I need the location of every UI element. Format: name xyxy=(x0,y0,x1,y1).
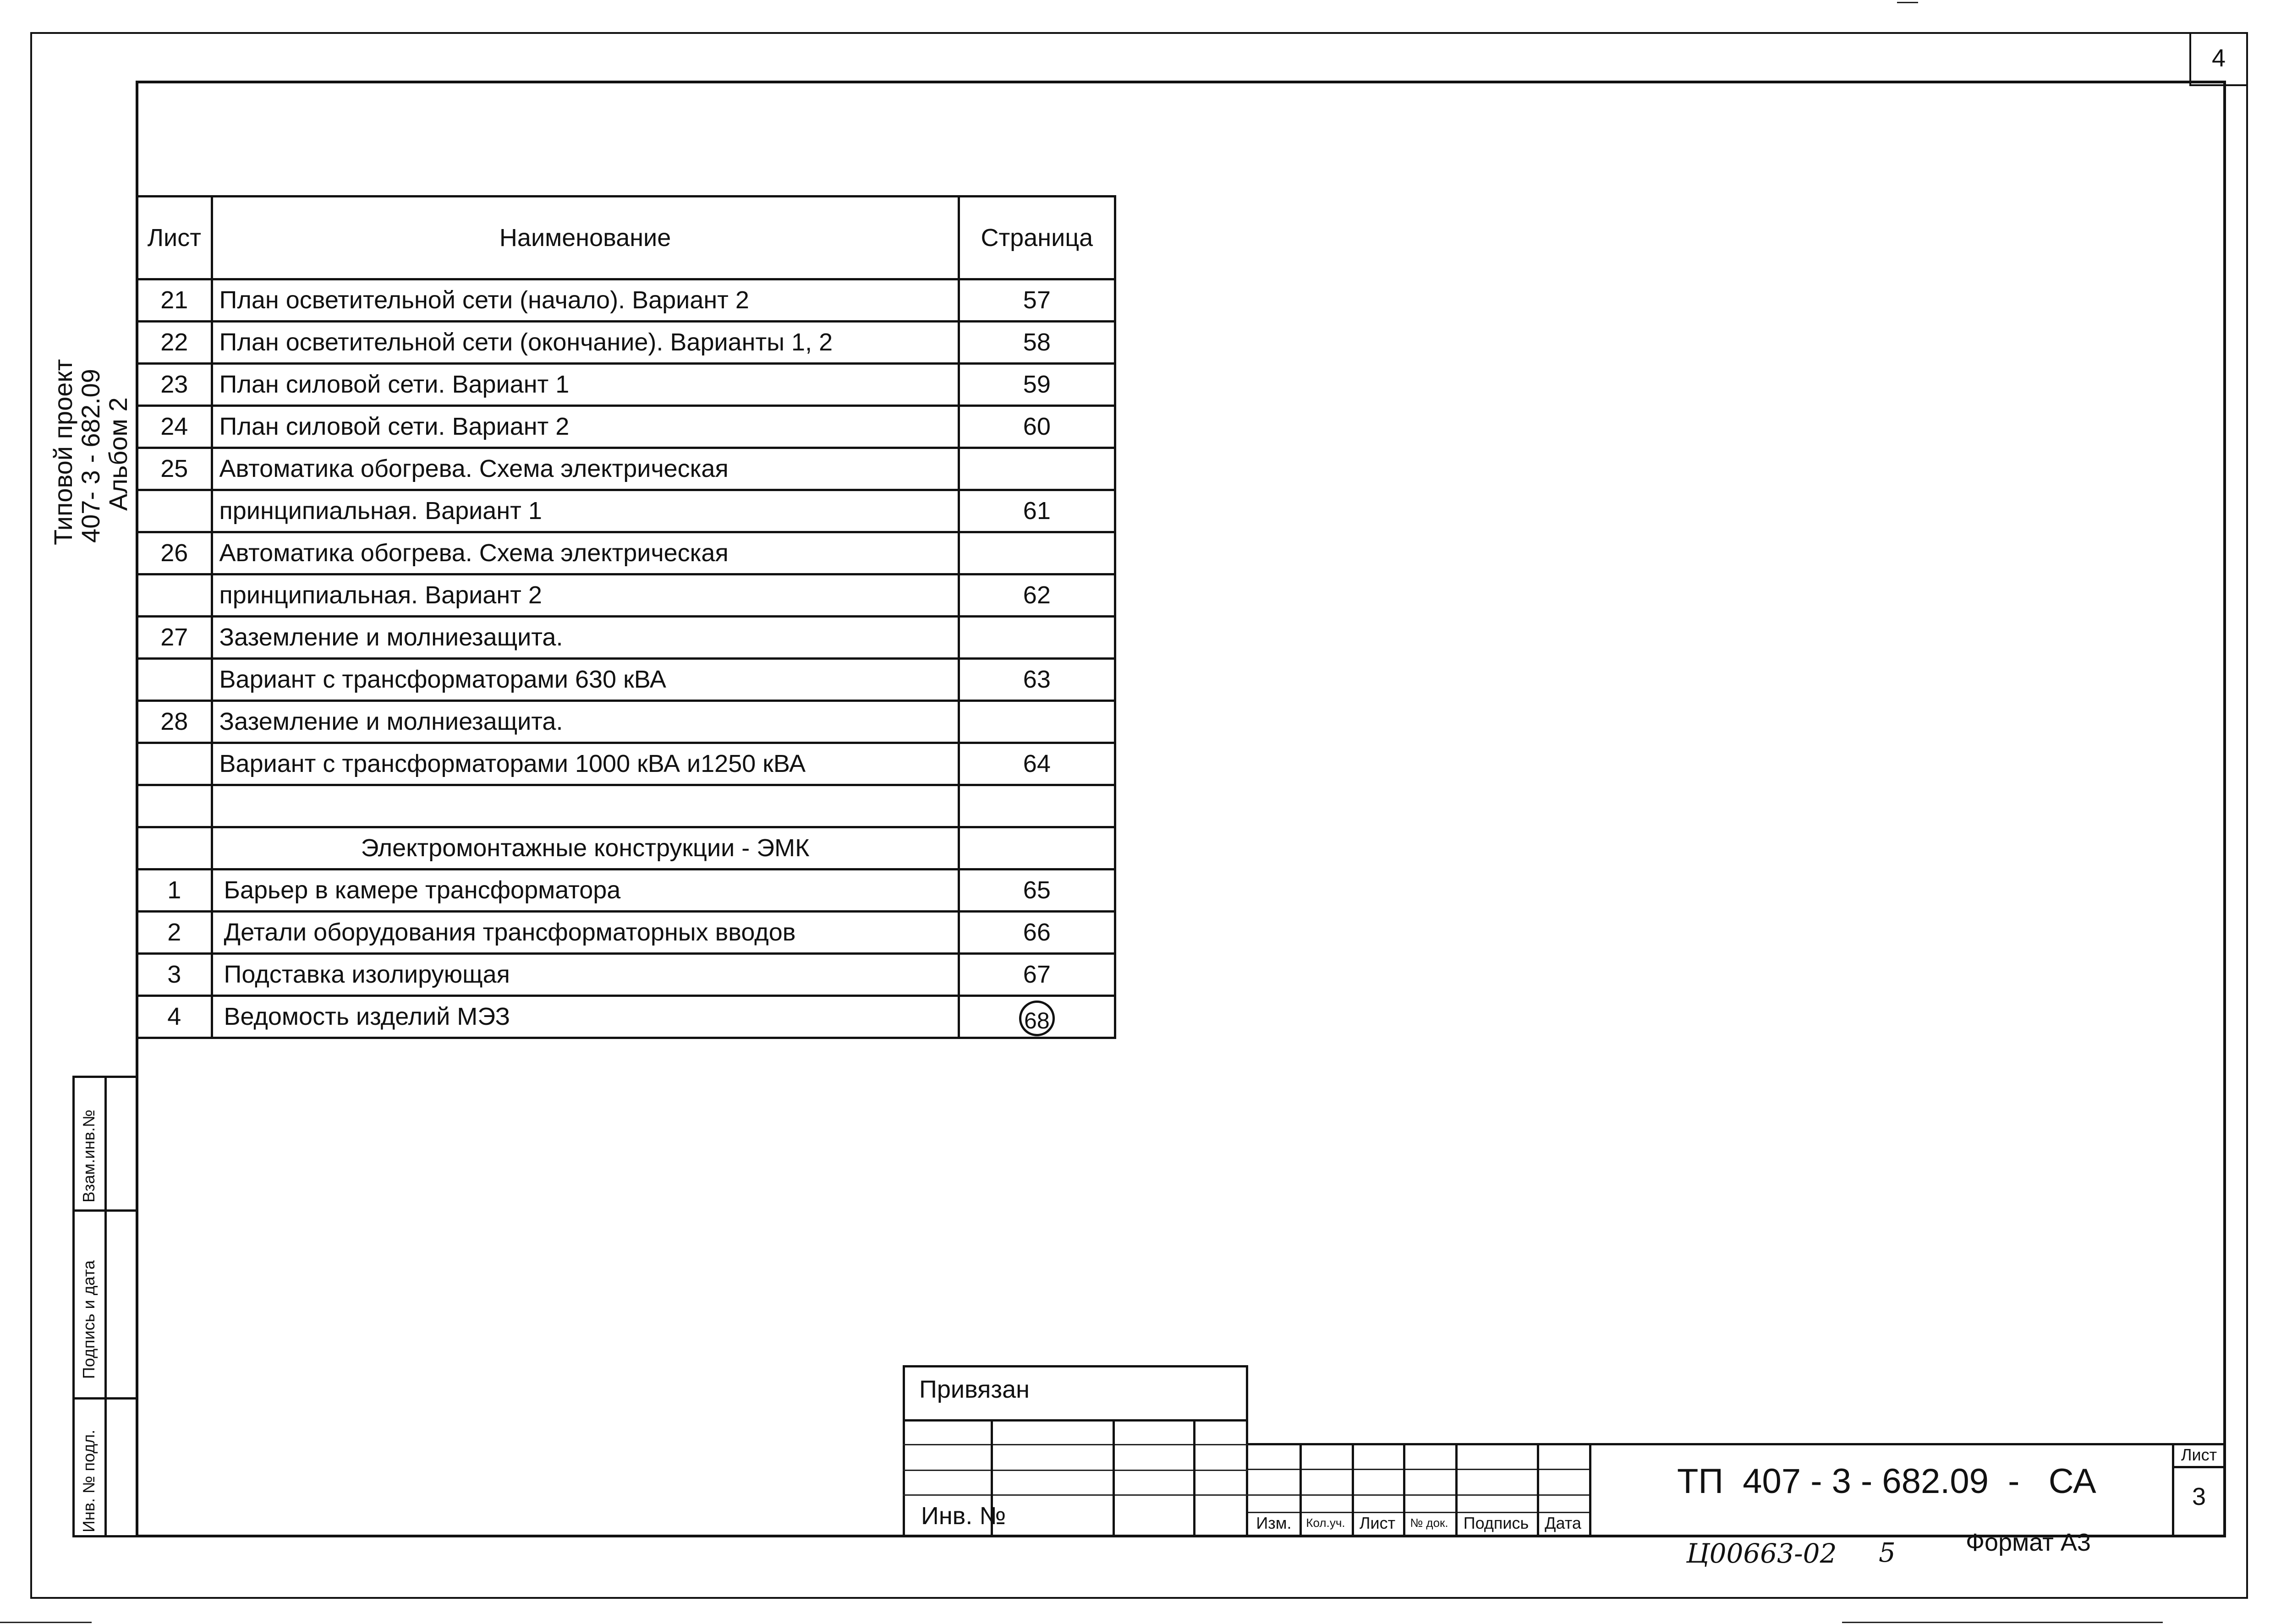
privyazan-line-4 xyxy=(903,1494,1248,1496)
row-name: Вариант с трансформаторами 1000 кВА и1250 кВА xyxy=(212,743,959,785)
scan-edge-line-1 xyxy=(0,1622,92,1623)
side-stamp-podpis: Подпись и дата xyxy=(79,1260,98,1379)
row-page: 66 xyxy=(959,912,1115,954)
row-name: План силовой сети. Вариант 1 xyxy=(212,364,959,406)
row-num: 2 xyxy=(137,912,212,954)
row-page xyxy=(959,617,1115,659)
sheet-list-table xyxy=(136,195,1116,1039)
row-name: Заземление и молниезащита. xyxy=(212,701,959,743)
col-list: Лист xyxy=(1359,1514,1396,1532)
row-num xyxy=(137,490,212,532)
row-name: Заземление и молниезащита. xyxy=(212,617,959,659)
table-row xyxy=(137,532,1115,574)
stamp-sep-main xyxy=(1589,1443,1591,1537)
table-row xyxy=(137,659,1115,701)
side-project-line3: Альбом 2 xyxy=(104,397,132,511)
row-num xyxy=(137,785,212,827)
table-row xyxy=(137,406,1115,448)
row-name: Автоматика обогрева. Схема электрическая xyxy=(212,448,959,490)
row-num xyxy=(137,743,212,785)
table-row xyxy=(137,912,1115,954)
row-num xyxy=(137,827,212,869)
row-name: План силовой сети. Вариант 2 xyxy=(212,406,959,448)
row-num: 28 xyxy=(137,701,212,743)
row-name: Ведомость изделий МЭЗ xyxy=(212,996,959,1038)
row-num xyxy=(137,659,212,701)
table-row xyxy=(137,448,1115,490)
row-page-circled xyxy=(959,996,1115,1038)
header-page: Страница xyxy=(959,197,1115,279)
scan-edge-line-2 xyxy=(1842,1622,2163,1623)
row-name: План осветительной сети (окончание). Варианты 1, 2 xyxy=(212,322,959,364)
row-num xyxy=(137,574,212,617)
privyazan-col-3 xyxy=(1193,1419,1195,1537)
row-page: 63 xyxy=(959,659,1115,701)
row-num: 22 xyxy=(137,322,212,364)
row-num: 4 xyxy=(137,996,212,1038)
row-name: принципиальная. Вариант 2 xyxy=(212,574,959,617)
handwritten-number: 5 xyxy=(1879,1537,1896,1568)
privyazan-line-1 xyxy=(903,1419,1248,1422)
section-title-row xyxy=(137,827,1115,869)
row-page: 57 xyxy=(959,279,1115,322)
table-row xyxy=(137,869,1115,912)
privyazan-line-2 xyxy=(903,1444,1248,1445)
table-header-row xyxy=(137,197,1115,279)
row-page xyxy=(959,785,1115,827)
col-data: Дата xyxy=(1545,1514,1581,1532)
row-name: План осветительной сети (начало). Вариант 2 xyxy=(212,279,959,322)
circled-page-number: 68 xyxy=(1019,1001,1055,1036)
side-stamp-inv: Инв. № подл. xyxy=(79,1429,98,1532)
stamp-top-line xyxy=(1248,1443,2226,1445)
privyazan-col-2 xyxy=(1113,1419,1115,1537)
sheet-label: Лист xyxy=(2181,1445,2217,1464)
corner-page-number: 4 xyxy=(2211,44,2226,72)
row-num: 23 xyxy=(137,364,212,406)
table-row xyxy=(137,701,1115,743)
section-title: Электромонтажные конструкции - ЭМК xyxy=(212,827,959,869)
privyazan-line-3 xyxy=(903,1470,1248,1471)
side-project-line2: 407- 3 - 682.09 xyxy=(76,369,105,543)
row-num: 3 xyxy=(137,954,212,996)
table-row xyxy=(137,279,1115,322)
row-num: 21 xyxy=(137,279,212,322)
col-doc-no: № док. xyxy=(1410,1516,1448,1530)
sheet-number: 3 xyxy=(2192,1483,2206,1510)
row-page: 62 xyxy=(959,574,1115,617)
col-podpis: Подпись xyxy=(1463,1514,1529,1532)
row-page: 65 xyxy=(959,869,1115,912)
table-row xyxy=(137,490,1115,532)
side-stamp-vzam: Взам.инв.№ xyxy=(79,1109,98,1203)
privyazan-inv-label: Инв. № xyxy=(921,1502,1006,1530)
side-stamp-divider-v xyxy=(104,1076,107,1537)
row-num: 24 xyxy=(137,406,212,448)
row-name xyxy=(212,785,959,827)
row-name: Детали оборудования трансформаторных вводов xyxy=(212,912,959,954)
table-row xyxy=(137,322,1115,364)
row-name: принципиальная. Вариант 1 xyxy=(212,490,959,532)
row-page: 64 xyxy=(959,743,1115,785)
row-page xyxy=(959,701,1115,743)
row-page: 60 xyxy=(959,406,1115,448)
table-row xyxy=(137,743,1115,785)
row-name: Подставка изолирующая xyxy=(212,954,959,996)
table-row xyxy=(137,364,1115,406)
row-num: 25 xyxy=(137,448,212,490)
format-label: Формат А3 xyxy=(1966,1529,2091,1556)
handwritten-code: Ц00663-02 xyxy=(1686,1538,1837,1569)
row-num: 27 xyxy=(137,617,212,659)
row-num: 26 xyxy=(137,532,212,574)
row-page xyxy=(959,827,1115,869)
header-sheet: Лист xyxy=(137,197,212,279)
table-row xyxy=(137,996,1115,1038)
row-page xyxy=(959,448,1115,490)
side-project-line1: Типовой проект xyxy=(49,359,77,545)
table-row xyxy=(137,954,1115,996)
privyazan-title: Привязан xyxy=(919,1376,1030,1403)
row-page: 58 xyxy=(959,322,1115,364)
scan-edge-line-3 xyxy=(1897,2,1918,3)
row-page: 67 xyxy=(959,954,1115,996)
table-row xyxy=(137,574,1115,617)
col-kol-uch: Кол.уч. xyxy=(1306,1516,1345,1530)
header-name: Наименование xyxy=(212,197,959,279)
row-name: Вариант с трансформаторами 630 кВА xyxy=(212,659,959,701)
row-page xyxy=(959,532,1115,574)
row-name: Автоматика обогрева. Схема электрическая xyxy=(212,532,959,574)
stamp-sheet-divider xyxy=(2172,1466,2226,1468)
table-row-empty xyxy=(137,785,1115,827)
row-name: Барьер в камере трансформатора xyxy=(212,869,959,912)
row-num: 1 xyxy=(137,869,212,912)
col-izm: Изм. xyxy=(1256,1514,1292,1532)
row-page: 61 xyxy=(959,490,1115,532)
document-designation: ТП 407 - 3 - 682.09 - СА xyxy=(1677,1462,2096,1501)
table-row xyxy=(137,617,1115,659)
row-page: 59 xyxy=(959,364,1115,406)
